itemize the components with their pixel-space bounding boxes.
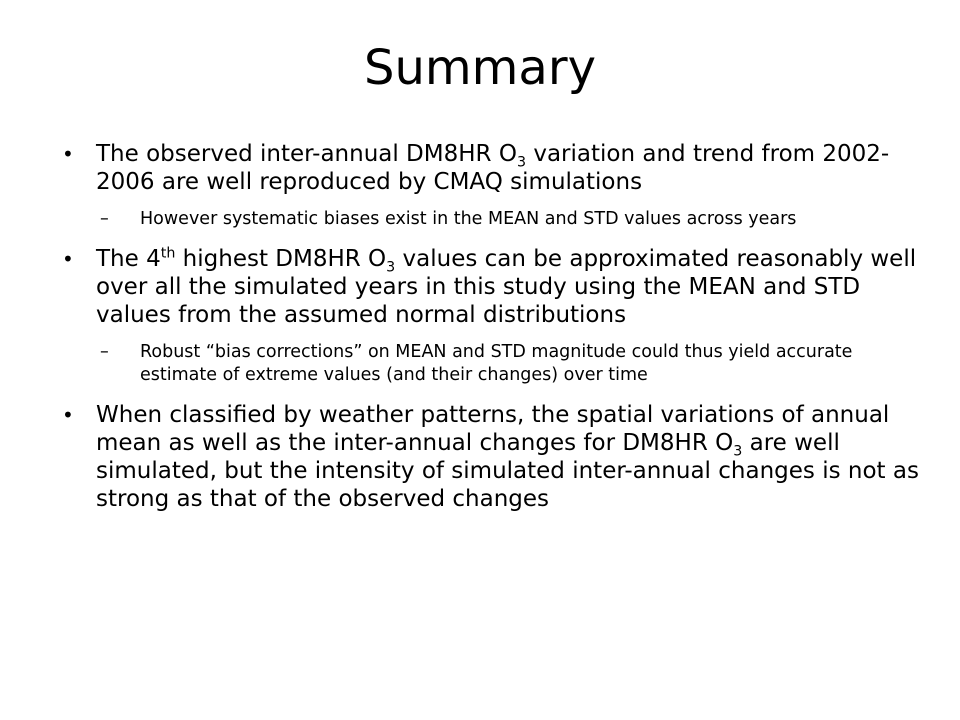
dash-icon: – [100,209,109,229]
bullet-icon: • [62,142,74,166]
bullet-item [60,245,920,329]
bullet-item [60,140,920,196]
sub-bullet-text: Robust “bias corrections” on MEAN and STD magnitude could thus yield accurate estimate of extreme values (and their changes) over time [140,342,853,385]
bullet-text: The observed inter-annual DM8HR $O_3$ variation and trend from 2002-2006 are well reproduced by CMAQ simulations [96,141,890,195]
sub-bullet-item [60,341,920,387]
bullet-icon: • [62,403,74,427]
bullet-list [60,140,920,525]
sub-bullet-item [60,208,920,231]
sub-bullet-text: However systematic biases exist in the MEAN and STD values across years [140,209,797,229]
dash-icon: – [100,342,109,362]
bullet-icon: • [62,247,74,271]
bullet-text: When classified by weather patterns, the spatial variations of annual mean as well as the inter-annual changes for DM8HR $O_3$ are well simulated, but the intensity of simulated inter-annual changes is not as strong as that of the observed changes [96,402,919,512]
bullet-item [60,401,920,513]
slide-title: Summary [364,40,596,96]
bullet-text: The 4th highest DM8HR $O_3$ values can be approximated reasonably well over all the simulated years in this study using the MEAN and STD values from the assumed normal distributions [96,245,917,328]
